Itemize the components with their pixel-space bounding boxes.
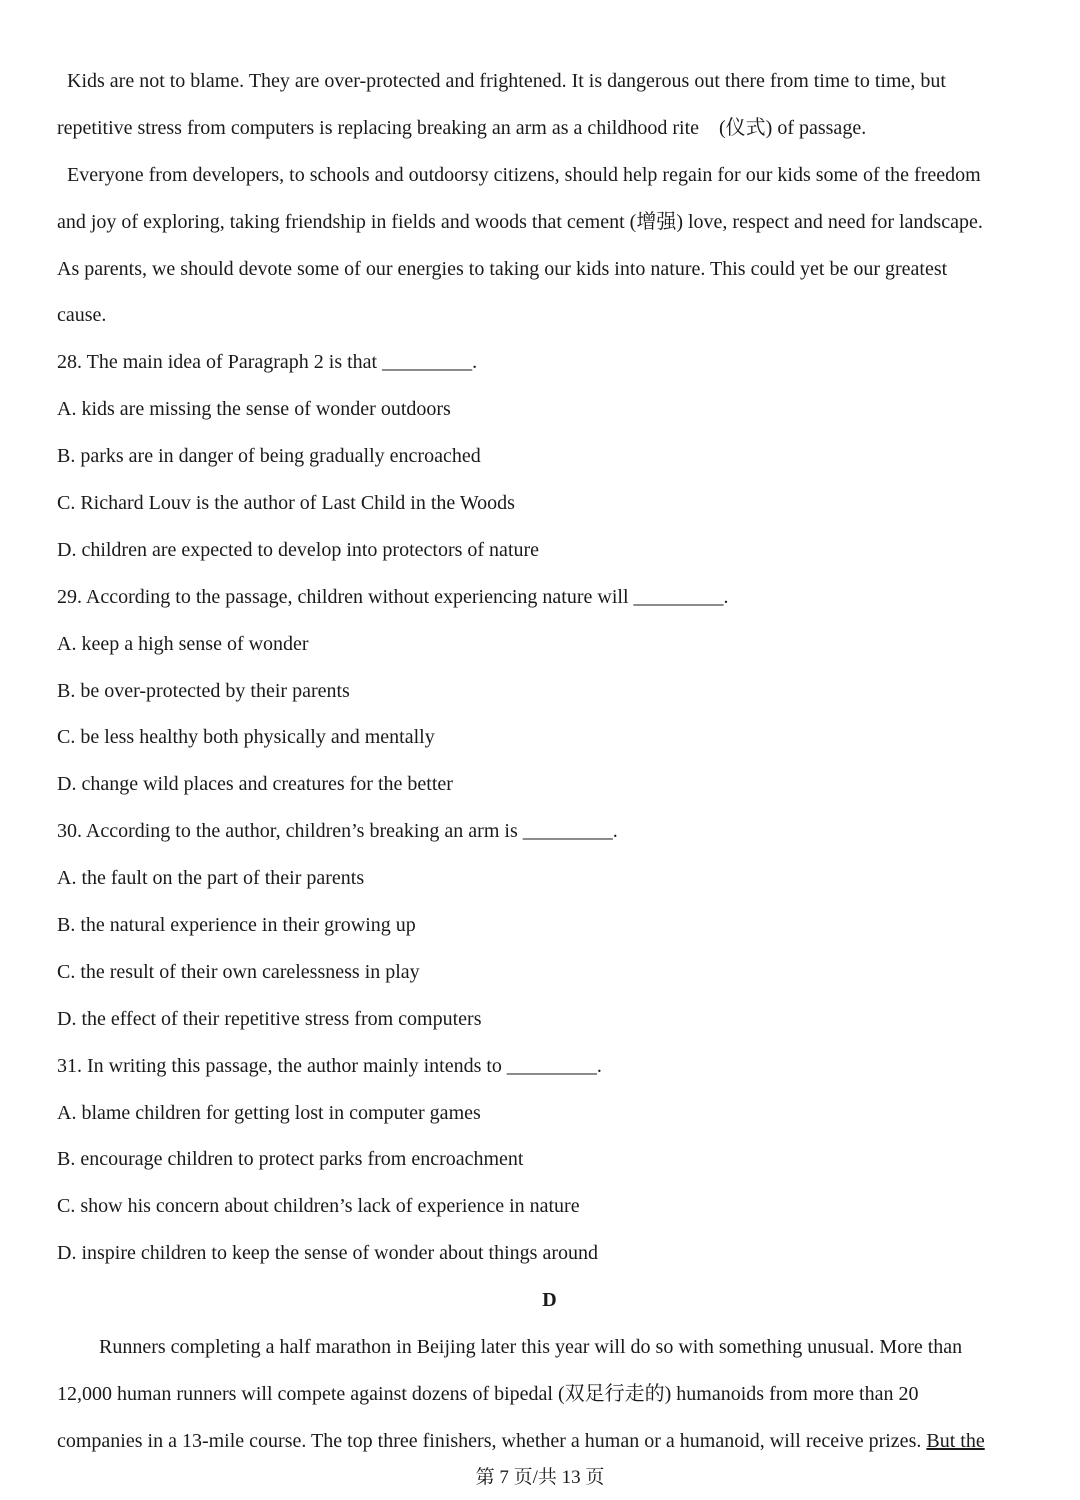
- question-29-stem: 29. According to the passage, children without experiencing nature will _________.: [57, 585, 729, 608]
- question-31-option-d: D. inspire children to keep the sense of wonder about things around: [57, 1242, 598, 1265]
- page-number-footer: 第 7 页/共 13 页: [475, 1467, 605, 1488]
- question-30-option-c: C. the result of their own carelessness in play: [57, 960, 420, 983]
- section-d-line2: 12,000 human runners will compete against dozens of bipedal (双足行走的) humanoids from more than 20: [57, 1382, 919, 1405]
- question-29-option-a: A. keep a high sense of wonder: [57, 632, 309, 655]
- passage-c-p2-line1: Everyone from developers, to schools and outdoorsy citizens, should help regain for our kids some of the freedom: [67, 163, 981, 186]
- question-31-option-c: C. show his concern about children’s lack of experience in nature: [57, 1195, 580, 1218]
- passage-c-p2-line3: As parents, we should devote some of our energies to taking our kids into nature. This could yet be our greatest: [57, 257, 948, 280]
- question-30-option-b: B. the natural experience in their growing up: [57, 914, 416, 937]
- question-28-option-c: C. Richard Louv is the author of Last Child in the Woods: [57, 492, 515, 515]
- question-31-option-a: A. blame children for getting lost in computer games: [57, 1101, 481, 1124]
- question-31-stem: 31. In writing this passage, the author mainly intends to _________.: [57, 1054, 602, 1077]
- section-d-line3: [57, 1418, 1042, 1465]
- question-28-option-a: A. kids are missing the sense of wonder outdoors: [57, 398, 451, 421]
- exam-page: [57, 58, 1042, 1465]
- question-30-option-a: A. the fault on the part of their parents: [57, 867, 365, 890]
- question-28-option-b: B. parks are in danger of being gradually encroached: [57, 445, 481, 468]
- section-d-heading: D: [542, 1289, 557, 1312]
- passage-c-p2-line4: cause.: [57, 304, 107, 327]
- section-d-line1: Runners completing a half marathon in Beijing later this year will do so with something unusual. More than: [99, 1336, 963, 1359]
- question-28-option-d: D. children are expected to develop into protectors of nature: [57, 538, 540, 561]
- question-31-option-b: B. encourage children to protect parks from encroachment: [57, 1148, 524, 1171]
- section-d-line3-text: companies in a 13-mile course. The top three finishers, whether a human or a humanoid, will receive prizes.: [57, 1429, 927, 1452]
- question-30-stem: 30. According to the author, children’s breaking an arm is _________.: [57, 820, 618, 843]
- question-29-option-b: B. be over-protected by their parents: [57, 679, 350, 702]
- question-28-stem: 28. The main idea of Paragraph 2 is that _________.: [57, 351, 478, 374]
- passage-c-p1-line2: repetitive stress from computers is replacing breaking an arm as a childhood rite (仪式) of passage.: [57, 116, 867, 139]
- section-d-line3-underlined: But the: [926, 1429, 985, 1452]
- question-29-option-d: D. change wild places and creatures for the better: [57, 773, 453, 796]
- question-29-option-c: C. be less healthy both physically and mentally: [57, 726, 435, 749]
- question-30-option-d: D. the effect of their repetitive stress from computers: [57, 1007, 482, 1030]
- passage-c-p1-line1: Kids are not to blame. They are over-protected and frightened. It is dangerous out there from time to time, but: [67, 70, 946, 92]
- passage-c-p2-line2: and joy of exploring, taking friendship in fields and woods that cement (增强) love, respect and need for landscape.: [57, 210, 983, 233]
